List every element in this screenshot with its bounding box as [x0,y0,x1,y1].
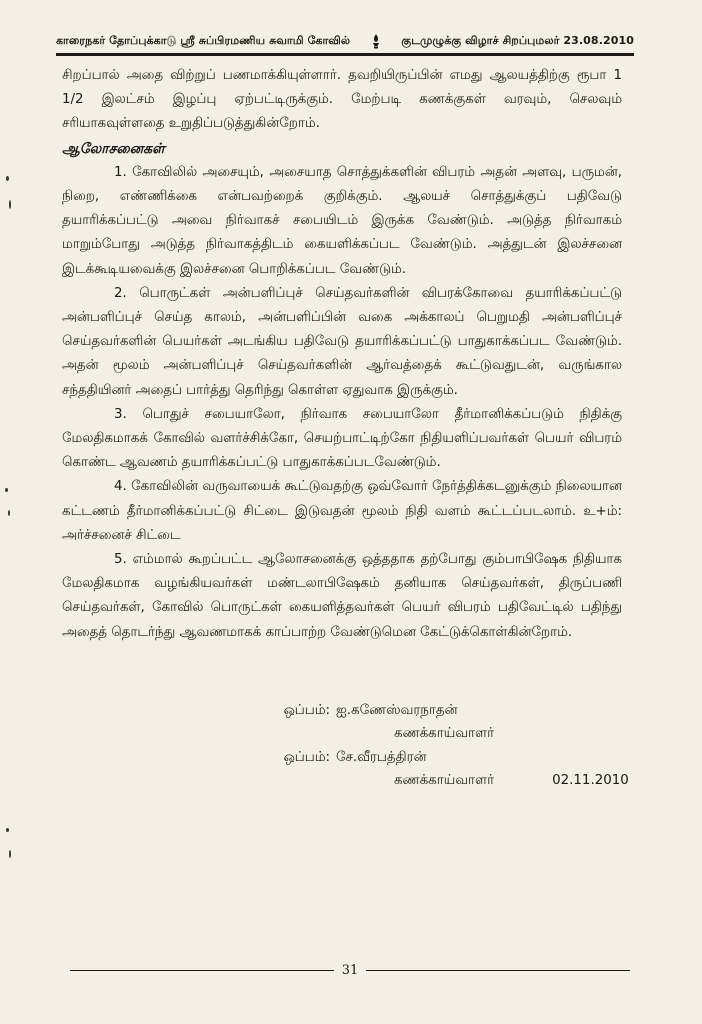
scan-speck [6,828,9,832]
advice-paragraph-3: 3. பொதுச் சபையாலோ, நிர்வாக சபையாலோ தீர்மானிக்கப்படும் நிதிக்கு மேலதிகமாகக் கோவில் வளர்ச்சிக்கோ, செயற்பாட்டிற்கோ நிதியளிப்பவர்கள் பெயர் விபரம் கொண்ட ஆவணம் தயாரிக்கப்பட்டு பாதுகாக்கப்படவேண்டும். [62,406,622,471]
page-footer [70,960,630,980]
signature-2 [62,747,622,770]
advice-paragraph-1: 1. கோவிலில் அசையும், அசையாத சொத்துக்களின் விபரம் அதன் அளவு, பருமன், நிறை, எண்ணிக்கை என்பவற்றைக் குறிக்கும். ஆலயச் சொத்துக்குப் பதிவேடு தயாரிக்கப்பட்டு அவை நிர்வாகச் சபையிடம் இருக்க வேண்டும். அடுத்த நிர்வாகம் மாறும்போது அடுத்த நிர்வாகத்திடம் கையளிக்கப்பட வேண்டும். அத்துடன் இலச்சனை இடக்கூடியவைக்கு இலச்சனை பொறிக்கப்பட வேண்டும். [62,164,622,277]
signature-1-role-line [62,723,622,746]
signature-label: ஒப்பம்: [283,750,330,765]
scan-speck [9,850,11,858]
page-number: 31 [341,962,359,978]
signature-label: ஒப்பம்: [283,703,330,718]
intro-paragraph: சிறப்பால் அதை விற்றுப் பணமாக்கியுள்ளார். தவறியிருப்பின் எமது ஆலயத்திற்கு ரூபா 1 1/2 இலட்சம் இழப்பு ஏற்பட்டிருக்கும். மேற்படி கணக்குகள் வரவும், செலவும் சரியாகவுள்ளதை உறுதிப்படுத்துகின்றோம். [62,68,622,132]
signatory-name: ஐ.கணேஸ்வரநாதன் [336,703,458,718]
scan-speck [9,200,11,209]
signature-1 [62,700,622,723]
oil-lamp-icon [371,33,381,49]
header-rule [56,53,634,56]
scan-speck [8,510,10,516]
advice-paragraph-2: 2. பொருட்கள் அன்பளிப்புச் செய்தவர்களின் விபரக்கோவை தயாரிக்கப்பட்டு அன்பளிப்புச் செய்த காலம், அன்பளிப்பின் வகை அக்காலப் பெறுமதி அன்பளிப்புச் செய்தவர்களின் பெயர்கள் அடங்கிய பதிவேடு தயாரிக்கப்பட்டு பாதுகாக்கப்பட வேண்டும். அதன் மூலம் அன்பளிப்புச் செய்தவர்களின் ஆர்வத்தைக் கூட்டுவதுடன், வருங்கால சந்ததியினர் அதைப் பார்த்து தெரிந்து கொள்ள ஏதுவாக இருக்கும். [62,285,622,398]
signatory-role: கணக்காய்வாளர் [394,725,495,741]
page-header [56,30,634,52]
advice-paragraph-4: 4. கோவிலின் வருவாயைக் கூட்டுவதற்கு ஒவ்வோர் நேர்த்திக்கடனுக்கும் நிலையான கட்டணம் தீர்மானிக்கப்பட்டு சிட்டை இடுவதன் மூலம் நிதி வளம் கூட்டப்படலாம். உ+ம்: அர்ச்சனைச் சிட்டை [62,479,622,543]
header-souvenir-title: குடமுழுக்கு விழாச் சிறப்புமலர் 23.08.2010 [401,33,634,47]
footer-rule-right [366,970,630,971]
scan-speck [5,488,8,492]
header-temple-name: காரைநகர் தோப்புக்காடு ஸ்ரீ சுப்பிரமணிய சுவாமி கோவில் [56,33,351,47]
signature-block [62,700,629,792]
advice-paragraph-5: 5. எம்மால் கூறப்பட்ட ஆலோசனைக்கு ஒத்ததாக தற்போது கும்பாபிஷேக நிதியாக மேலதிகமாக வழங்கியவர்கள் மண்டலாபிஷேகம் தனியாக செய்தவர்கள், திருப்பணி செய்தவர்கள், கோவில் பொருட்கள் கையளித்தவர்கள் பெயர் விபரம் பதிவேட்டில் பதிந்து அதைத் தொடர்ந்து ஆவணமாகக் காப்பாற்ற வேண்டுமென கேட்டுக்கொள்கின்றோம். [62,552,622,640]
signature-2-role-line [62,770,629,793]
main-text [62,64,622,645]
signature-date: 02.11.2010 [552,772,629,788]
signatory-role: கணக்காய்வாளர் [394,772,495,788]
signatory-name: சே.வீரபத்திரன் [336,750,427,765]
footer-rule-left [70,970,334,971]
section-heading: ஆலோசனைகள் [62,140,165,157]
scan-speck [6,176,9,181]
